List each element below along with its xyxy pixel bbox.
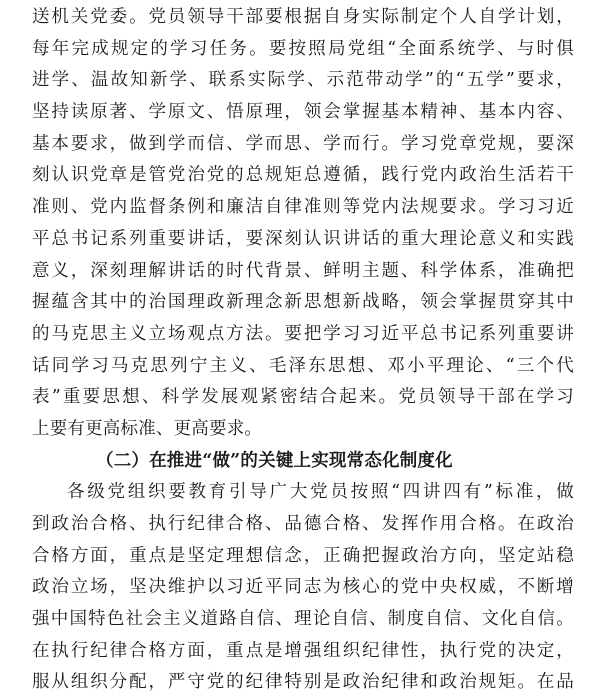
body-text-line: 握蕴含其中的治国理政新理念新思想新战略，领会掌握贯穿其中 [32,292,574,313]
body-text-line: 合格方面，重点是坚定理想信念，正确把握政治方向，坚定站稳 [32,545,574,566]
body-text-line: 准则、党内监督条例和廉洁自律准则等党内法规要求。学习习近 [32,197,574,218]
body-text-line: 的马克思主义立场观点方法。要把学习习近平总书记系列重要讲 [32,323,574,344]
body-text-line: 基本要求，做到学而信、学而思、学而行。学习党章党规，要深 [32,133,574,154]
body-text-line: 政治立场，坚决维护以习近平同志为核心的党中央权威，不断增 [32,577,574,598]
body-text-line: 各级党组织要教育引导广大党员按照“四讲四有”标准，做 [67,482,574,503]
section-heading: （二）在推进“做”的关键上实现常态化制度化 [96,450,453,471]
body-text-line: 到政治合格、执行纪律合格、品德合格、发挥作用合格。在政治 [32,514,574,534]
body-text-line: 表”重要思想、科学发展观紧密结合起来。党员领导干部在学习 [32,387,574,408]
body-text-line: 送机关党委。党员领导干部要根据自身实际制定个人自学计划， [32,7,574,27]
body-text-line: 意义，深刻理解讲话的时代背景、鲜明主题、科学体系，准确把 [32,260,574,281]
body-text-line: 平总书记系列重要讲话，要深刻认识讲话的重大理论意义和实践 [32,228,574,249]
body-text-line: 进学、温故知新学、联系实际学、示范带动学”的“五学”要求， [32,70,574,91]
body-text-line: 每年完成规定的学习任务。要按照局党组“全面系统学、与时俱 [32,38,574,59]
body-text-line: 在执行纪律合格方面，重点是增强组织纪律性，执行党的决定， [32,640,574,661]
body-text-line: 强中国特色社会主义道路自信、理论自信、制度自信、文化自信。 [32,609,574,630]
body-text-line: 坚持读原著、学原文、悟原理，领会掌握基本精神、基本内容、 [32,102,574,123]
body-text-line: 话同学习马克思列宁主义、毛泽东思想、邓小平理论、“三个代 [32,355,574,376]
body-text-line: 服从组织分配，严守党的纪律特别是政治纪律和政治规矩。在品 [32,672,574,693]
body-text-line: 刻认识党章是管党治党的总规矩总遵循，践行党内政治生活若干 [32,165,574,186]
body-text-line: 上要有更高标准、更高要求。 [32,418,263,439]
